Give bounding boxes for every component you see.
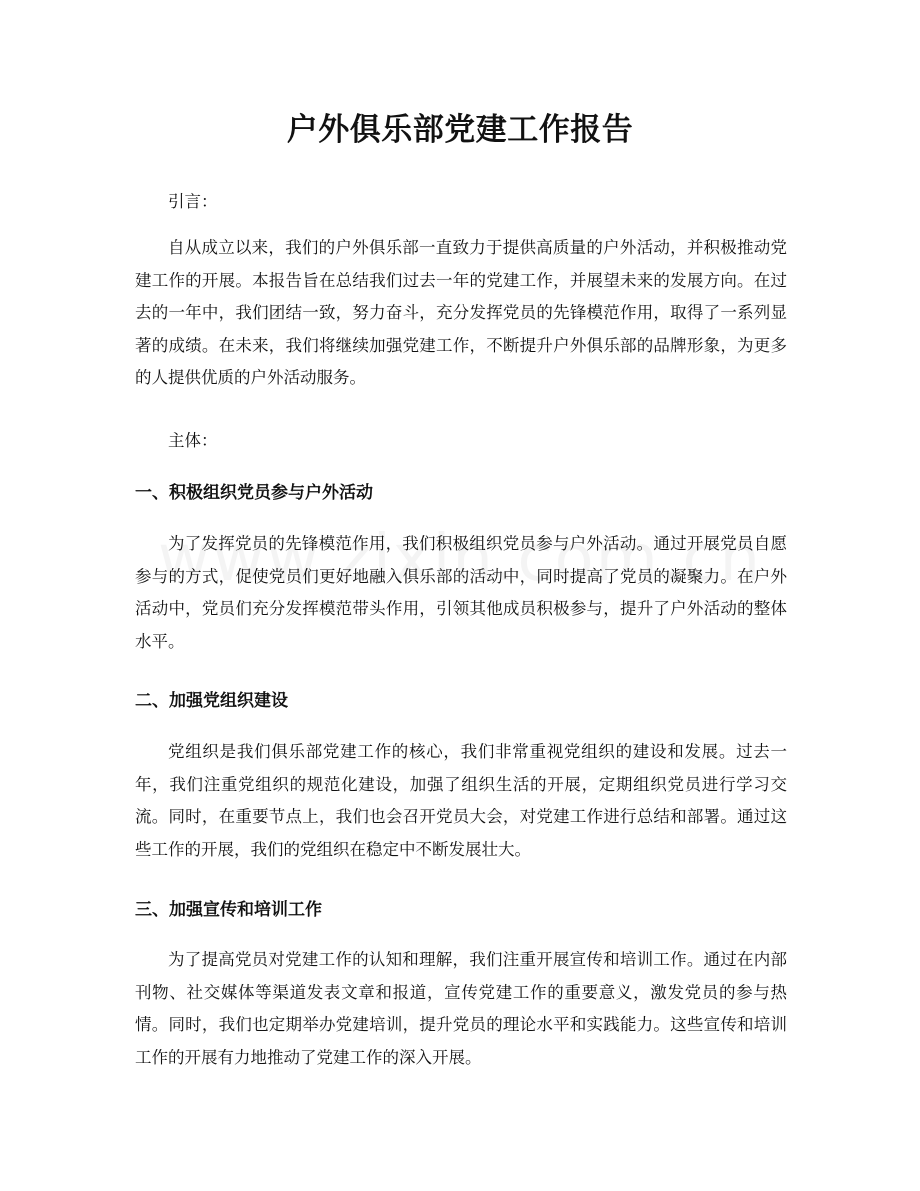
- section-paragraph-3: 为了提高党员对党建工作的认知和理解，我们注重开展宣传和培训工作。通过在内部刊物、社交媒体等渠道发表文章和报道，宣传党建工作的重要意义，激发党员的参与热情。同时，我们也定期举办党建培训，提升党员的理论水平和实践能力。这些宣传和培训工作的开展有力地推动了党建工作的深入开展。: [135, 950, 787, 1067]
- section-heading-2: 二、加强党组织建设: [135, 691, 288, 711]
- section-paragraph-2: 党组织是我们俱乐部党建工作的核心，我们非常重视党组织的建设和发展。过去一年，我们注重党组织的规范化建设，加强了组织生活的开展，定期组织党员进行学习交流。同时，在重要节点上，我们也会召开党员大会，对党建工作进行总结和部署。通过这些工作的开展，我们的党组织在稳定中不断发展壮大。: [135, 742, 787, 859]
- page-title: 户外俱乐部党建工作报告: [286, 112, 634, 148]
- section-heading-1: 一、积极组织党员参与户外活动: [135, 483, 373, 503]
- intro-label: 引言：: [168, 192, 218, 211]
- body-label: 主体：: [168, 431, 218, 450]
- section-heading-3: 三、加强宣传和培训工作: [135, 900, 322, 920]
- section-paragraph-1: 为了发挥党员的先锋模范作用，我们积极组织党员参与户外活动。通过开展党员自愿参与的方式，促使党员们更好地融入俱乐部的活动中，同时提高了党员的凝聚力。在户外活动中，党员们充分发挥模范带头作用，引领其他成员积极参与，提升了户外活动的整体水平。: [135, 534, 787, 651]
- intro-paragraph: 自从成立以来，我们的户外俱乐部一直致力于提供高质量的户外活动，并积极推动党建工作的开展。本报告旨在总结我们过去一年的党建工作，并展望未来的发展方向。在过去的一年中，我们团结一致，努力奋斗，充分发挥党员的先锋模范作用，取得了一系列显著的成绩。在未来，我们将继续加强党建工作，不断提升户外俱乐部的品牌形象，为更多的人提供优质的户外活动服务。: [135, 238, 787, 387]
